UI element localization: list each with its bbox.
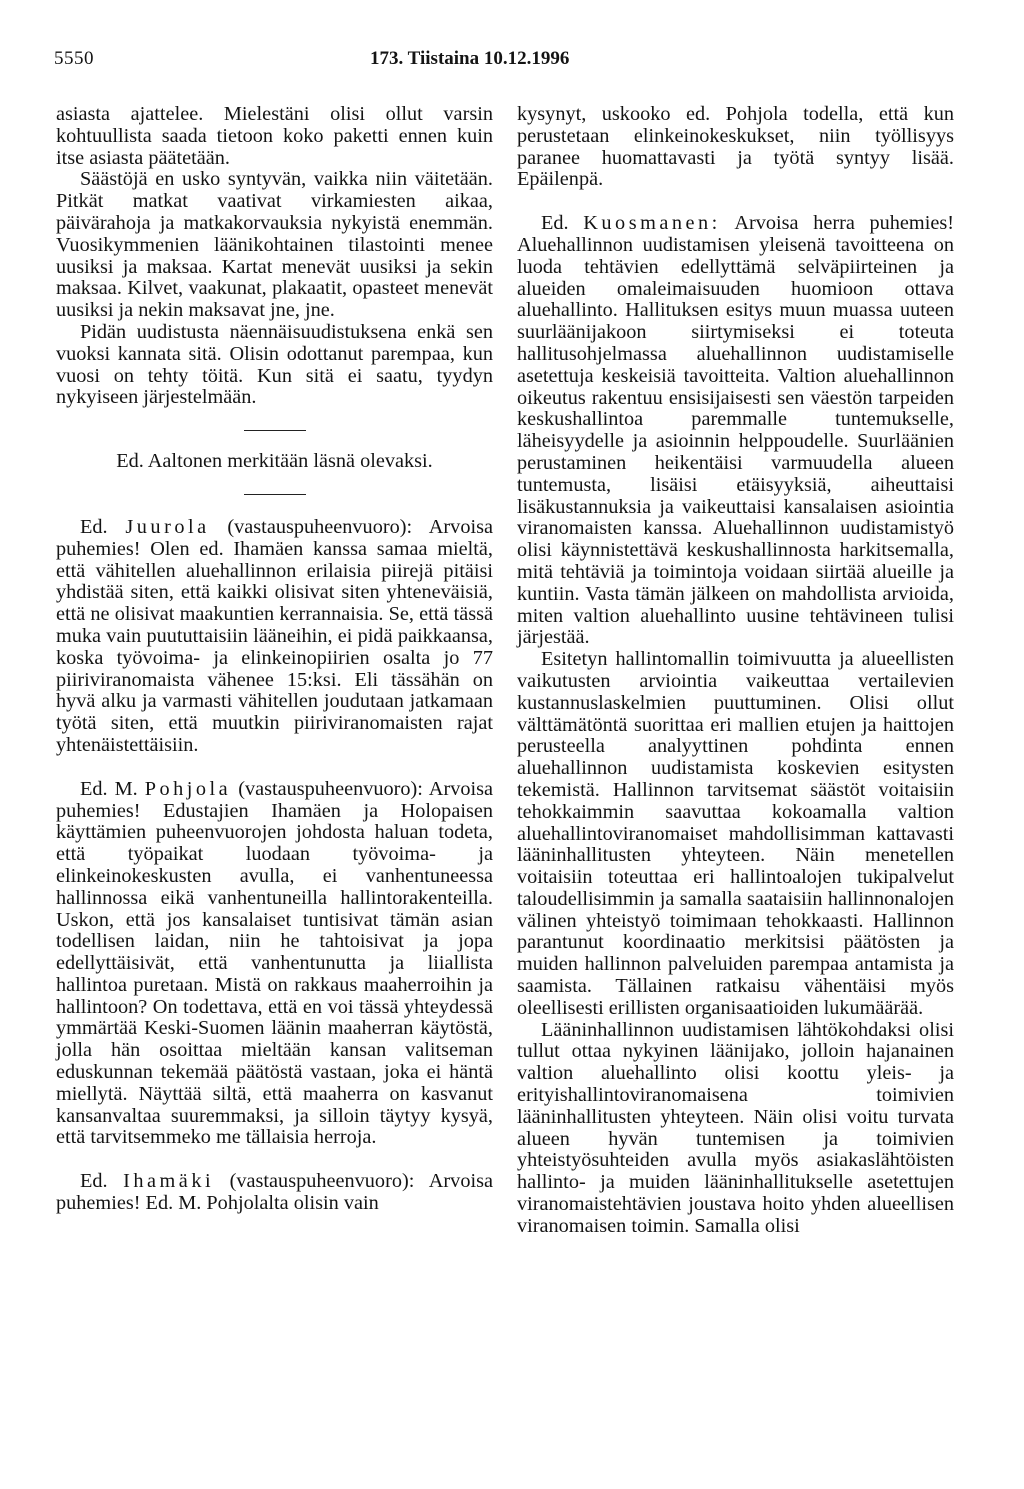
paragraph: Esitetyn hallintomallin toimivuutta ja alueellisten vaikutusten arviointia vaikeuttaa vertailevien kustannuslaskelmien puuttuminen. Olisi ollut välttämätöntä suorittaa eri mallien etujen ja haittojen perusteella analyyttinen pohdinta ennen aluehallinnon uudistamista koskevien esitysten tekemistä. Hallinnon tarvitsemat säästöt voitaisiin tehokkaimmin saavuttaa kokoamalla valtion aluehallintoviranomaiset mahdollisimman kattavasti lääninhallitusten yhteyteen. Näin menetellen voitaisiin toteuttaa eri hallintoalojen tukipalvelut taloudellisimmin ja samalla saataisiin hallinnonalojen välinen yhteistyö toimimaan tehokkaasti. Hallinnon parantunut koordinaatio merkitsisi päätösten ja muiden hallinnon palveluiden parempaa antamista ja saamista. Tällainen ratkaisu vähentäisi myös oleellisesti erillisten organisaatioiden lukumäärää. [517,648,954,1019]
page-number: 5550 [54,48,94,69]
right-column [517,104,954,1238]
speaker-prefix: Ed. [541,212,569,235]
speaker-role: (vastauspuheenvuoro): [229,1170,415,1193]
speech-ihamaki [56,1171,493,1215]
speaker-name: Ihamäki [123,1170,215,1193]
speaker-prefix: Ed. [80,1170,108,1193]
speaker-role: (vastauspuheenvuoro): [238,777,423,800]
speaker-role: (vastauspuheenvuoro): [227,515,413,538]
speaker-prefix: Ed. [80,515,108,538]
speech-text: Arvoisa herra puhemies! Aluehallinnon uudistamisen yleisenä tavoitteena on luoda tehtävien edellyttämä selväpiirteinen ja alueiden omaleimaisuuden huomioon ottava aluehallinto. Hallituksen esitys muun muassa uuteen suurläänijakoon siirtymiseksi ei toteuta hallitusohjelmassa aluehallinnon uudistamiselle asetettuja keskeisiä tavoitteita. Valtion aluehallinnon oikeutus rakentuu ensisijaisesti sen väestön tarpeiden keskushallintoa paremmalle tuntemukselle, läheisyydelle ja asioinnin helppoudelle. Suurläänien perustaminen heikentäisi varmuudella alueen tuntemusta, lisäisi etäisyyksiä, aiheuttaisi lisäkustannuksia ja vaikeuttaisi kansalaisen asiointia viranomaisten kanssa. Aluehallinnon uudistamistyö olisi käynnistettävä keskushallinnosta harkitsemalla, mitä tehtäviä ja toimintoja voidaan siirtää alueille ja kuntiin. Vasta tämän jälkeen on mahdollista arvioida, miten valtion aluehallinto uusine tehtävineen tulisi järjestää. [517,212,954,649]
paragraph: Lääninhallinnon uudistamisen lähtökohdaksi olisi tullut ottaa nykyinen läänijako, jolloin hajanainen valtion aluehallinto olisi koottu yleis- ja erityishallintoviranomaisena toimivien lääninhallitusten yhteyteen. Näin olisi voitu turvata alueen hyvän tuntemisen ja toimivien yhteistyösuhteiden avulla myös asiakaslähtöisten hallinto- ja muiden lääninhallitukselle asetettujen viranomaistehtävien joustava hoito yhden alueellisen viranomaisen toimin. Samalla olisi [517,1018,954,1237]
section-divider [244,430,306,431]
speaker-name: Juurola [125,515,210,538]
speech-pohjola [56,779,493,1150]
speech-text: Arvoisa puhemies! Ed. M. Pohjolalta olisin vain [56,1170,493,1215]
speech-juurola [56,517,493,757]
paragraph: Pidän uudistusta näennäisuudistuksena enkä sen vuoksi kannata sitä. Olisin odottanut parempaa, kun vuosi on tehty töitä. Kun sitä ei saatu, tyydyn nykyiseen järjestelmään. [56,320,493,409]
speech-kuosmanen [517,213,954,649]
paragraph: Säästöjä en usko syntyvän, vaikka niin väitetään. Pitkät matkat vaativat virkamiesten aikaa, päivärahoja ja matkakorvauksia nykyistä enemmän. Vuosikymmenien läänikohtainen tilastointi menee uusiksi ja maksaa. Kartat menevät uusiksi ja sekin maksaa. Kilvet, vaakunat, plakaatit, opasteet menevät uusiksi ja nekin maksavat jne, jne. [56,168,493,322]
paragraph: asiasta ajattelee. Mielestäni olisi ollut varsin kohtuullista saada tietoon koko paketti ennen kuin itse asiasta päätetään. [56,103,493,169]
presence-note: Ed. Aaltonen merkitään läsnä olevaksi. [116,450,433,473]
speech-text: Arvoisa puhemies! Olen ed. Ihamäen kanssa samaa mieltä, että vähitellen aluehallinnon erilaisia piirejä pitäisi yhdistää siten, että kaikki olisivat siten yhteneväisiä, että ne olisivat maakuntien kerrannaisia. Se, että tässä muka vain puututtaisiin lääneihin, ei pidä paikkaansa, koska työvoima- ja elinkeinopiirien osalta jo 77 piiriviranomaista vähenee 15:ksi. Eli tässähän on hyvä alku ja varmasti vähitellen joudutaan jatkamaan työtä siten, että muutkin piiriviranomaisten rajat yhtenäistettäisiin. [56,515,493,756]
left-column [56,104,493,1215]
section-divider [244,494,306,495]
speech-text: Arvoisa puhemies! Edustajien Ihamäen ja Holopaisen käyttämien puheenvuorojen johdosta haluan todeta, että työpaikat luodaan työvoima- ja elinkeinokeskusten avulla, ei vanhentuneessa hallinnossa eikä vanhentuneilla hallintorakenteilla. Uskon, että jos kansalaiset tuntisivat tämän asian todellisen laidan, niin he tahtoisivat ja jopa edellyttäisivät, että vanhentunutta ja liiallista hallintoa puretaan. Mistä on rakkaus maaherroihin ja hallintoon? On todettava, että en voi tässä yhteydessä ymmärtää Keski-Suomen läänin maaherran käytöstä, jolla hän osoittaa mieltään kansan valitseman eduskunnan tekemää päätöstä vastaan, joka ei häntä miellytä. Näyttää siltä, että maaherra on kasvanut kansanvaltaa suuremmaksi, ja silloin täytyy kysyä, että tarvitsemmeko me tällaisia herroja. [56,777,494,1149]
running-title: 173. Tiistaina 10.12.1996 [370,48,570,69]
speaker-name: Pohjola [144,777,232,800]
speaker-name: Kuosmanen: [583,212,721,235]
paragraph: kysynyt, uskooko ed. Pohjola todella, että kun perustetaan elinkeinokeskukset, niin työllisyys paranee huomattavasti ja työtä syntyy lisää. Epäilenpä. [517,103,954,191]
speaker-prefix: Ed. M. [80,777,138,800]
